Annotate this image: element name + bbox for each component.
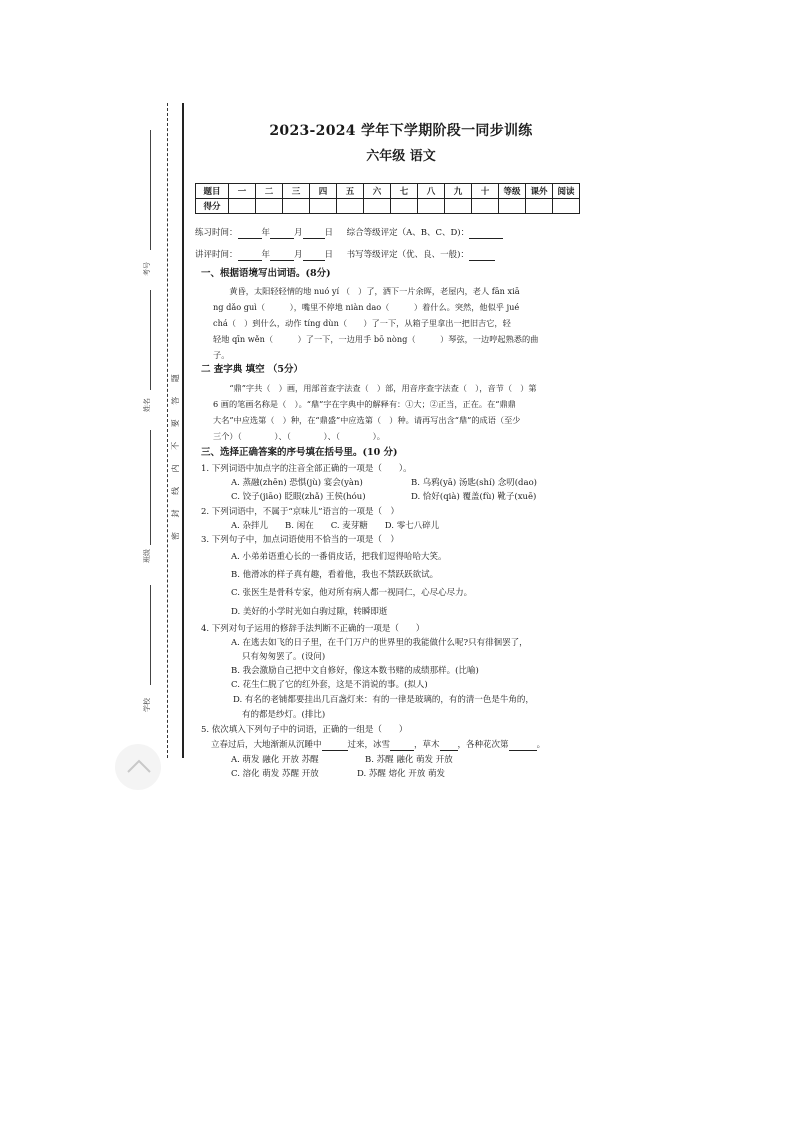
kaohao-label: 考号	[143, 262, 151, 276]
score-blank-cell[interactable]	[256, 199, 283, 214]
score-cell: 九	[445, 184, 472, 199]
q2-options: A. 杂拌儿 B. 闲在 C. 麦芽糖 D. 零七八碎儿	[231, 521, 440, 531]
score-blank-cell[interactable]	[499, 199, 526, 214]
q1-option-a: A. 蒸融(zhēn) 恐惧(jù) 宴会(yàn)	[231, 478, 363, 488]
q3-option-c: C. 张医生是骨科专家，他对所有病人都一视同仁，心尽心尽力。	[231, 588, 473, 598]
writing-grade-label: 书写等级评定（优、良、一般)：	[346, 250, 469, 260]
practice-time-label: 练习时间：	[195, 228, 238, 238]
score-cell: 三	[283, 184, 310, 199]
q5-stem-text: 立春过后，大地渐渐从沉睡中	[211, 740, 322, 750]
question-3: 3. 下列句子中，加点词语使用不恰当的一项是（ ）	[201, 535, 399, 545]
seal-dashed-line	[167, 103, 168, 758]
score-blank-cell[interactable]	[229, 199, 256, 214]
q5-stem-text: ，各种花次第	[457, 740, 509, 750]
score-blank-cell[interactable]	[553, 199, 580, 214]
score-cell: 六	[364, 184, 391, 199]
q5-blank-2[interactable]	[390, 741, 414, 751]
passage-line: ng dǎo guì（ ），嘴里不停地 niàn dao（ ）着什么。突然，他似乎 jué	[213, 302, 520, 312]
q4-option-c: C. 花生仁脱了它的红外套，这是不消说的事。(拟人)	[231, 680, 428, 690]
xingming-line	[150, 290, 151, 390]
q5-blank-3[interactable]	[440, 741, 458, 751]
score-blank-cell[interactable]	[445, 199, 472, 214]
banji-line	[150, 430, 151, 545]
q1-option-d: D. 恰好(qià) 覆盖(fù) 靴子(xuē)	[411, 492, 537, 502]
q5-option-a: A. 萌发 融化 开放 苏醒	[231, 755, 319, 765]
banji-label: 班级	[143, 549, 151, 563]
day-label: 日	[324, 250, 334, 260]
xuexiao-line	[150, 585, 151, 685]
xuexiao-label: 学校	[143, 698, 151, 712]
year-blank[interactable]	[238, 229, 262, 239]
year-blank[interactable]	[238, 251, 262, 261]
score-cell: 五	[337, 184, 364, 199]
month-label: 月	[294, 250, 303, 260]
score-cell: 一	[229, 184, 256, 199]
day-blank[interactable]	[303, 251, 325, 261]
score-blank-cell[interactable]	[337, 199, 364, 214]
exam-subtitle: 六年级 语文	[366, 149, 436, 164]
score-cell: 七	[391, 184, 418, 199]
q3-option-d: D. 美好的小学时光如白驹过隙，转瞬即逝	[231, 607, 388, 617]
practice-time-line	[195, 228, 503, 239]
q5-option-b: B. 苏醒 融化 萌发 开放	[365, 755, 453, 765]
xingming-label: 姓名	[143, 398, 151, 412]
q4-option-d-cont: 有的都是纱灯。(排比)	[242, 710, 326, 720]
section-1-passage	[213, 283, 605, 363]
day-label: 日	[324, 228, 334, 238]
passage-line: chá（ ）到什么，动作 tíng dùn（ ）了一下，从箱子里拿出一把旧吉它，轻	[213, 318, 511, 328]
passage-line: 轻地 qīn wěn（ ）了一下，一边用手 bō nòng（ ）琴弦，一边哼起熟悉的曲	[213, 334, 539, 344]
q1-option-c: C. 饺子(jiāo) 眨眼(zhǎ) 王侯(hóu)	[231, 492, 366, 502]
score-blank-cell[interactable]	[283, 199, 310, 214]
score-blank-cell[interactable]	[391, 199, 418, 214]
score-row-label: 得分	[196, 199, 229, 214]
score-cell: 十	[472, 184, 499, 199]
q5-stem-text: 过来，冰雪	[347, 740, 391, 750]
score-cell: 八	[418, 184, 445, 199]
review-time-label: 讲评时间：	[195, 250, 238, 260]
passage-line: 三个）（ ）、（ ）、（ ）。	[213, 431, 385, 441]
exam-title: 2023-2024 学年下学期阶段一同步训练	[269, 123, 533, 139]
writing-grade-blank[interactable]	[469, 251, 495, 261]
chevron-up-icon	[126, 758, 152, 774]
q5-stem	[211, 740, 545, 751]
score-cell: 二	[256, 184, 283, 199]
overall-grade-label: 综合等级评定（A、B、C、D)：	[346, 228, 470, 238]
overall-grade-blank[interactable]	[469, 229, 503, 239]
q3-option-a: A. 小弟弟语重心长的一番俏皮话，把我们逗得哈哈大笑。	[231, 552, 447, 562]
passage-line: 子。	[213, 350, 230, 360]
score-table	[195, 183, 580, 214]
q4-option-b: B. 我会激励自己把中文自修好，像这本数书赌的成绩那样。(比喻)	[231, 666, 479, 676]
question-4: 4. 下列对句子运用的修辞手法判断不正确的一项是（ ）	[201, 624, 425, 634]
score-blank-cell[interactable]	[526, 199, 553, 214]
score-table-header-row	[196, 184, 580, 199]
passage-line: 6 画的笔画名称是（ ）。“鼎”字在字典中的解释有：①大；②正当，正在。在“鼎鼎	[213, 399, 516, 409]
passage-line: 大名”中应选第（ ）种，在“鼎盛”中应选第（ ）种。请再写出含“鼎”的成语（至少	[213, 415, 521, 425]
month-label: 月	[294, 228, 303, 238]
section-2-title: 二 查字典 填空 （5分）	[201, 364, 304, 375]
q5-option-d: D. 苏醒 熔化 开放 萌发	[357, 769, 446, 779]
page-border-line	[182, 103, 184, 758]
section-1-title: 一、根据语境写出词语。(8分)	[201, 268, 331, 279]
passage-line: “鼎”字共（ ）画，用部首查字法查（ ）部，用音序查字法查（ ），音节（ ）第	[213, 383, 537, 393]
question-5: 5. 依次填入下列句子中的词语，正确的一组是（ ）	[201, 725, 408, 735]
score-blank-cell[interactable]	[310, 199, 337, 214]
kaohao-line	[150, 130, 151, 250]
scroll-up-button[interactable]	[115, 744, 161, 790]
month-blank[interactable]	[270, 251, 294, 261]
q3-option-b: B. 他滑冰的样子真有趣，看着他，我也不禁跃跃欲试。	[231, 570, 439, 580]
question-1: 1. 下列词语中加点字的注音全部正确的一项是（ ）。	[201, 464, 412, 474]
score-blank-cell[interactable]	[364, 199, 391, 214]
review-time-line	[195, 250, 495, 261]
score-blank-cell[interactable]	[472, 199, 499, 214]
q1-option-b: B. 乌鸦(yā) 汤匙(shí) 念叨(dao)	[411, 478, 538, 488]
q4-option-d: D. 有名的老铺都要挂出几百盏灯来：有的一律是玻璃的，有的清一色是牛角的，	[233, 695, 534, 705]
section-3-title: 三、选择正确答案的序号填在括号里。(10 分)	[201, 447, 398, 458]
q5-option-c: C. 溶化 萌发 苏醒 开放	[231, 769, 319, 779]
score-blank-cell[interactable]	[418, 199, 445, 214]
q5-stem-text: 。	[536, 740, 546, 750]
month-blank[interactable]	[270, 229, 294, 239]
day-blank[interactable]	[303, 229, 325, 239]
q4-option-a-cont: 只有匆匆罢了。(设问)	[242, 652, 326, 662]
question-2: 2. 下列词语中，不属于“京味儿”语言的一项是（ ）	[201, 507, 400, 517]
q5-blank-4[interactable]	[509, 741, 537, 751]
q5-stem-text: ，草木	[414, 740, 440, 750]
score-cell: 四	[310, 184, 337, 199]
score-cell: 题目	[196, 184, 229, 199]
section-2-passage	[213, 380, 605, 444]
score-cell: 阅读	[553, 184, 580, 199]
score-cell: 等级	[499, 184, 526, 199]
score-cell: 课外	[526, 184, 553, 199]
passage-line: 黄昏，太阳轻轻情的地 nuó yí （ ）了，洒下一片余晖，老屋内，老人 fān xiā	[213, 286, 520, 296]
year-label: 年	[261, 250, 271, 260]
q4-option-a: A. 在逃去如飞的日子里，在千门万户的世界里的我能做什么呢?只有徘徊罢了，	[231, 638, 528, 648]
q5-blank-1[interactable]	[322, 741, 348, 751]
year-label: 年	[261, 228, 271, 238]
seal-line-text: 密 封 线 内 不 要 答 题	[171, 368, 180, 540]
score-table-score-row	[196, 199, 580, 214]
